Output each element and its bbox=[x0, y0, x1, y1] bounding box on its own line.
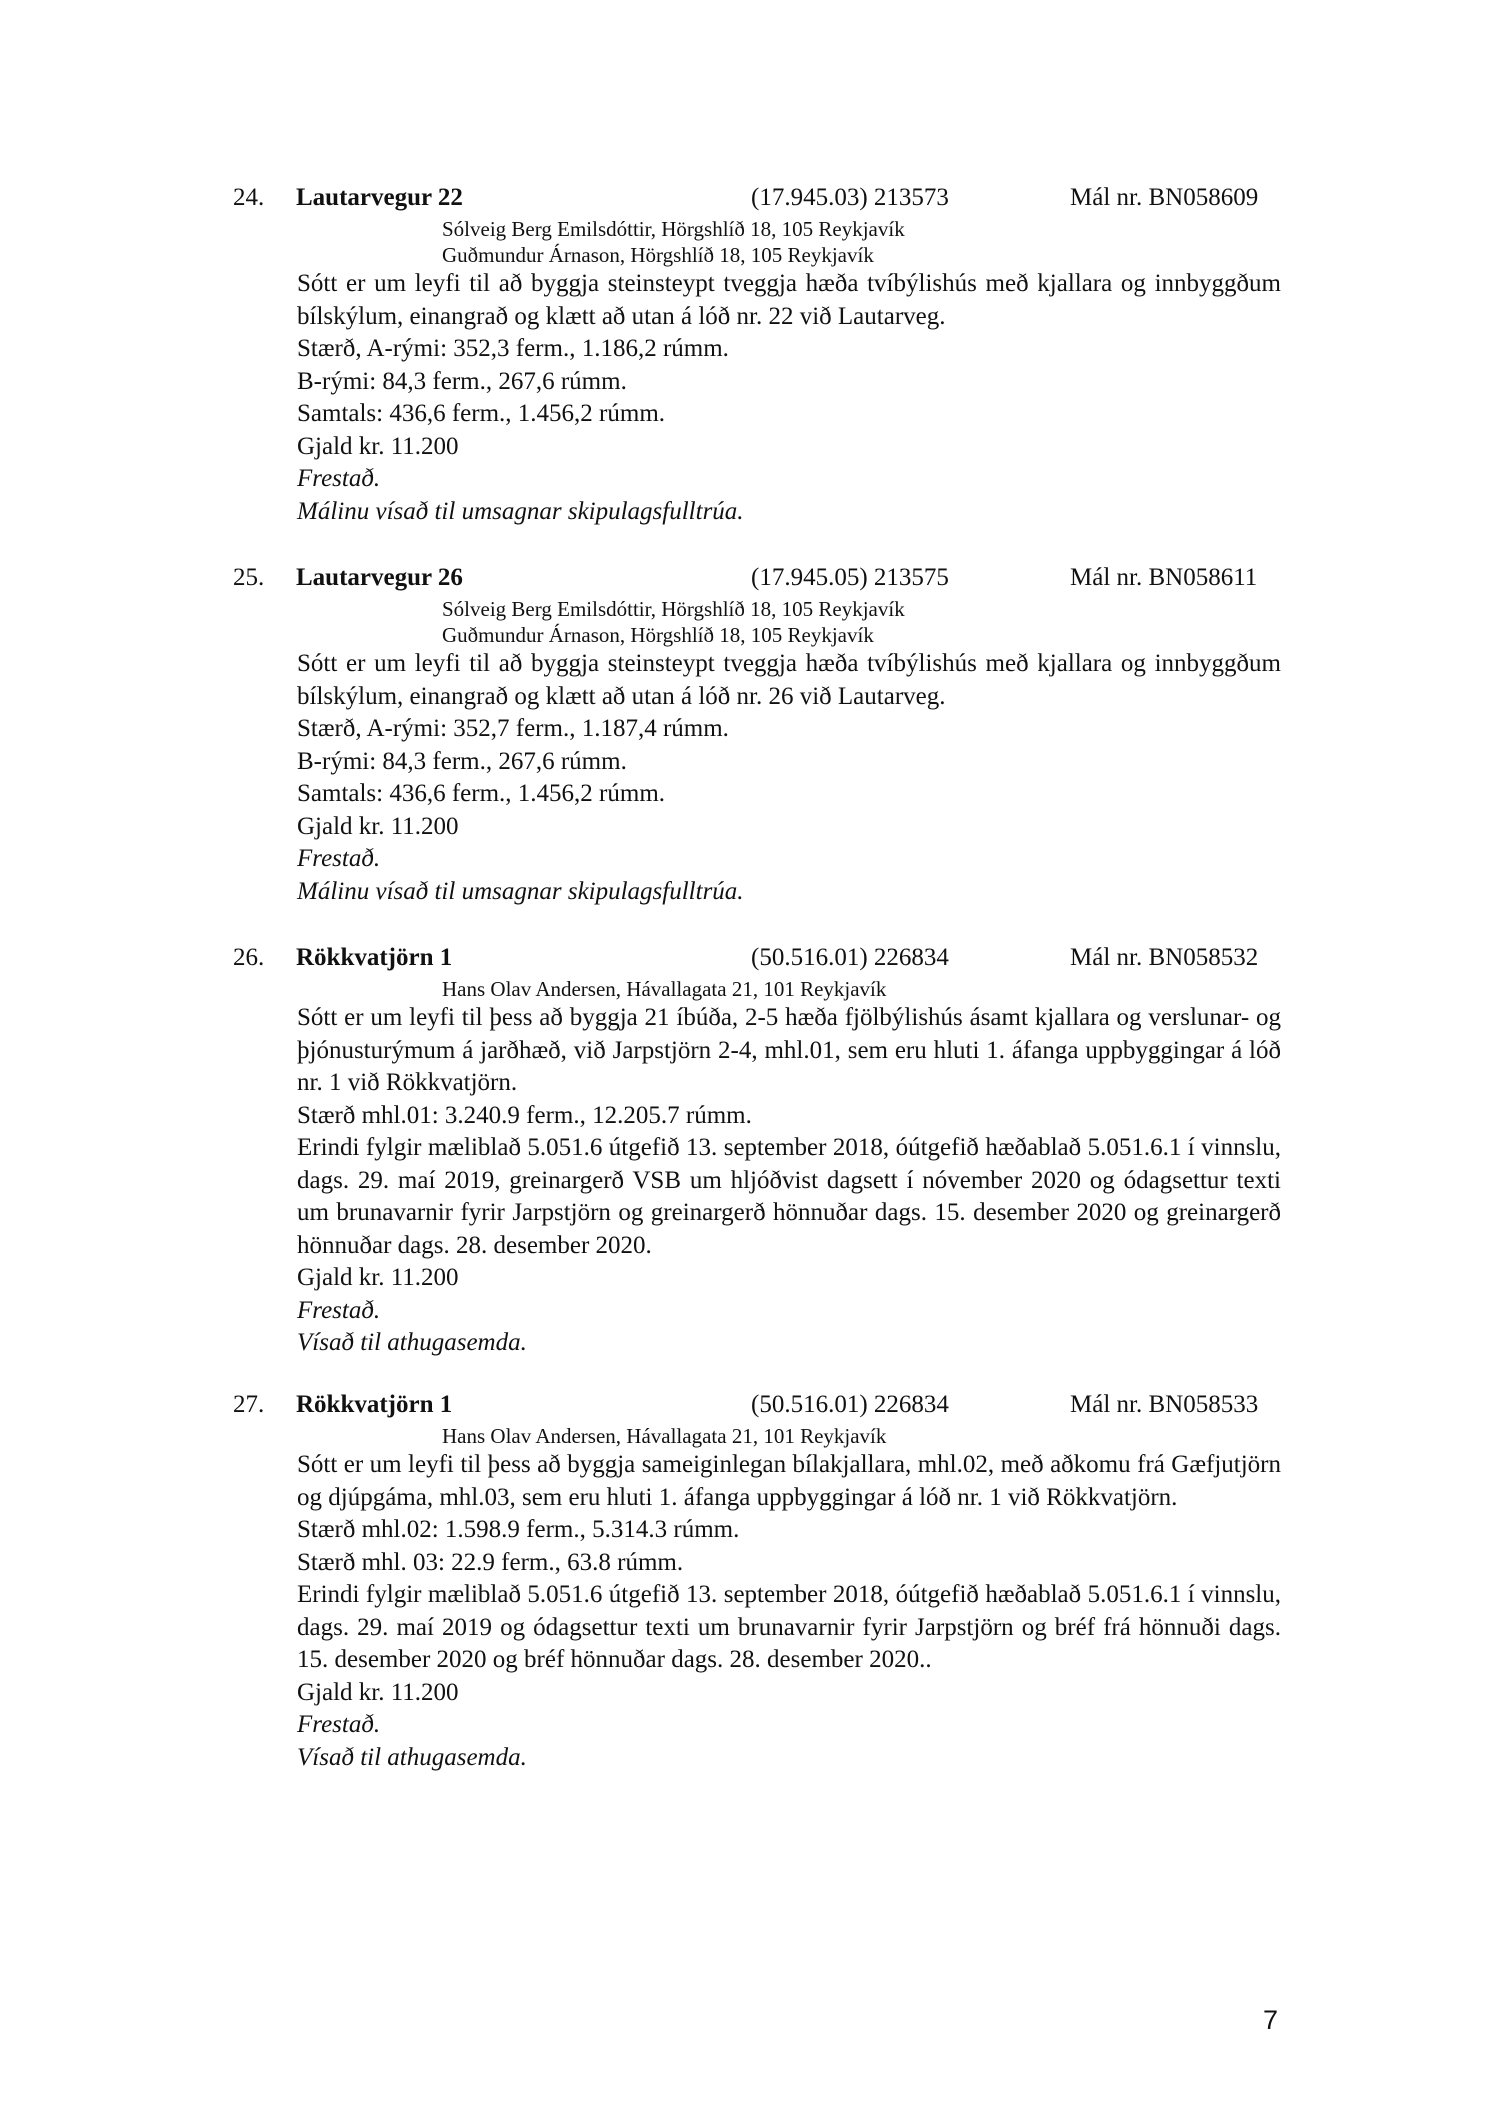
detail-line: Samtals: 436,6 ferm., 1.456,2 rúmm. bbox=[297, 400, 666, 427]
applicant-line: Guðmundur Árnason, Hörgshlíð 18, 105 Reykjavík bbox=[442, 243, 874, 267]
detail-line: Stærð mhl.01: 3.240.9 ferm., 12.205.7 rúmm. bbox=[297, 1101, 752, 1129]
entry-header bbox=[0, 180, 1500, 216]
entry-address: Rökkvatjörn 1 bbox=[296, 1391, 453, 1418]
entry-description: Sótt er um leyfi til þess að byggja sameiginlegan bílakjallara, mhl.02, með aðkomu frá Gæfjutjörn og djúpgáma, mhl.03, sem eru hluti 1. áfanga uppbyggingar á lóð nr. 1 við Rökkvatjörn. bbox=[297, 1451, 1281, 1511]
detail-line: Stærð, A-rými: 352,7 ferm., 1.187,4 rúmm. bbox=[297, 715, 729, 742]
applicant-line: Sólveig Berg Emilsdóttir, Hörgshlíð 18, 105 Reykjavík bbox=[442, 217, 905, 241]
fee-line: Gjald kr. 11.200 bbox=[297, 1678, 459, 1706]
decision-line: Málinu vísað til umsagnar skipulagsfulltrúa. bbox=[297, 877, 744, 905]
entry-reference: (17.945.03) 213573 bbox=[751, 184, 949, 211]
entry-description: Sótt er um leyfi til að byggja steinsteypt tveggja hæða tvíbýlishús með kjallara og innbyggðum bílskýlum, einangrað og klætt að utan á lóð nr. 26 við Lautarveg. bbox=[297, 650, 1281, 710]
detail-line: B-rými: 84,3 ferm., 267,6 rúmm. bbox=[297, 367, 627, 395]
entry-header bbox=[0, 560, 1500, 596]
detail-line: B-rými: 84,3 ferm., 267,6 rúmm. bbox=[297, 747, 627, 775]
fee-line: Gjald kr. 11.200 bbox=[297, 812, 459, 840]
decision-line: Frestað. bbox=[297, 1296, 381, 1324]
entry-number: 27. bbox=[233, 1391, 265, 1418]
fee-line: Gjald kr. 11.200 bbox=[297, 432, 459, 460]
documents-paragraph: Erindi fylgir mæliblað 5.051.6 útgefið 13. september 2018, óútgefið hæðablað 5.051.6.1 í vinnslu, dags. 29. maí 2019, greinargerð VSB um hljóðvist dagsett í nóvember 2020 og ódagsettur texti um brunavarnir fyrir Jarpstjörn og greinargerð hönnuðar dags. 15. desember 2020 og greinargerð hönnuðar dags. 28. desember 2020. bbox=[297, 1134, 1281, 1259]
decision-line: Frestað. bbox=[297, 465, 381, 492]
applicant-line: Sólveig Berg Emilsdóttir, Hörgshlíð 18, 105 Reykjavík bbox=[442, 597, 905, 621]
entry-case-number: Mál nr. BN058533 bbox=[1070, 1391, 1259, 1418]
case-entry-27 bbox=[0, 1387, 1500, 1774]
case-entry-24 bbox=[0, 180, 1500, 528]
entry-case-number: Mál nr. BN058609 bbox=[1070, 184, 1259, 211]
detail-line: Samtals: 436,6 ferm., 1.456,2 rúmm. bbox=[297, 780, 666, 807]
page-number: 7 bbox=[1263, 2005, 1279, 2035]
decision-line: Vísað til athugasemda. bbox=[297, 1743, 527, 1771]
case-entry-25 bbox=[0, 560, 1500, 908]
entry-body bbox=[297, 1002, 1281, 1360]
entry-case-number: Mál nr. BN058532 bbox=[1070, 944, 1259, 971]
applicant-line: Hans Olav Andersen, Hávallagata 21, 101 Reykjavík bbox=[442, 977, 887, 1001]
detail-line: Stærð, A-rými: 352,3 ferm., 1.186,2 rúmm. bbox=[297, 335, 729, 362]
applicant-line: Guðmundur Árnason, Hörgshlíð 18, 105 Reykjavík bbox=[442, 623, 874, 647]
entry-number: 25. bbox=[233, 564, 265, 591]
entry-number: 24. bbox=[233, 184, 265, 211]
entry-address: Rökkvatjörn 1 bbox=[296, 944, 453, 971]
decision-line: Frestað. bbox=[297, 1711, 381, 1738]
entry-body bbox=[297, 268, 1281, 528]
detail-line: Stærð mhl.02: 1.598.9 ferm., 5.314.3 rúmm. bbox=[297, 1516, 740, 1543]
fee-line: Gjald kr. 11.200 bbox=[297, 1264, 459, 1291]
entry-body bbox=[297, 648, 1281, 908]
entry-address: Lautarvegur 22 bbox=[296, 184, 463, 211]
entry-description: Sótt er um leyfi til þess að byggja 21 íbúða, 2-5 hæða fjölbýlishús ásamt kjallara og verslunar- og þjónusturýmum á jarðhæð, við Jarpstjörn 2-4, mhl.01, sem eru hluti 1. áfanga uppbyggingar á lóð nr. 1 við Rökkvatjörn. bbox=[297, 1004, 1281, 1096]
entry-header bbox=[0, 1387, 1500, 1423]
entry-body bbox=[297, 1449, 1281, 1774]
documents-paragraph: Erindi fylgir mæliblað 5.051.6 útgefið 13. september 2018, óútgefið hæðablað 5.051.6.1 í vinnslu, dags. 29. maí 2019 og ódagsettur texti um brunavarnir fyrir Jarpstjörn og bréf frá hönnuði dags. 15. desember 2020 og bréf hönnuðar dags. 28. desember 2020.. bbox=[297, 1581, 1281, 1673]
case-entry-26 bbox=[0, 940, 1500, 1360]
applicant-line: Hans Olav Andersen, Hávallagata 21, 101 Reykjavík bbox=[442, 1424, 887, 1448]
entry-address: Lautarvegur 26 bbox=[296, 564, 463, 591]
entry-number: 26. bbox=[233, 944, 265, 971]
detail-line: Stærð mhl. 03: 22.9 ferm., 63.8 rúmm. bbox=[297, 1548, 684, 1576]
entry-reference: (17.945.05) 213575 bbox=[751, 564, 949, 591]
entry-reference: (50.516.01) 226834 bbox=[751, 944, 949, 971]
decision-line: Vísað til athugasemda. bbox=[297, 1329, 527, 1356]
entry-case-number: Mál nr. BN058611 bbox=[1070, 564, 1258, 591]
decision-line: Málinu vísað til umsagnar skipulagsfulltrúa. bbox=[297, 497, 744, 525]
entry-reference: (50.516.01) 226834 bbox=[751, 1391, 949, 1418]
entry-description: Sótt er um leyfi til að byggja steinsteypt tveggja hæða tvíbýlishús með kjallara og innbyggðum bílskýlum, einangrað og klætt að utan á lóð nr. 22 við Lautarveg. bbox=[297, 270, 1281, 330]
decision-line: Frestað. bbox=[297, 845, 381, 872]
entry-header bbox=[0, 940, 1500, 976]
